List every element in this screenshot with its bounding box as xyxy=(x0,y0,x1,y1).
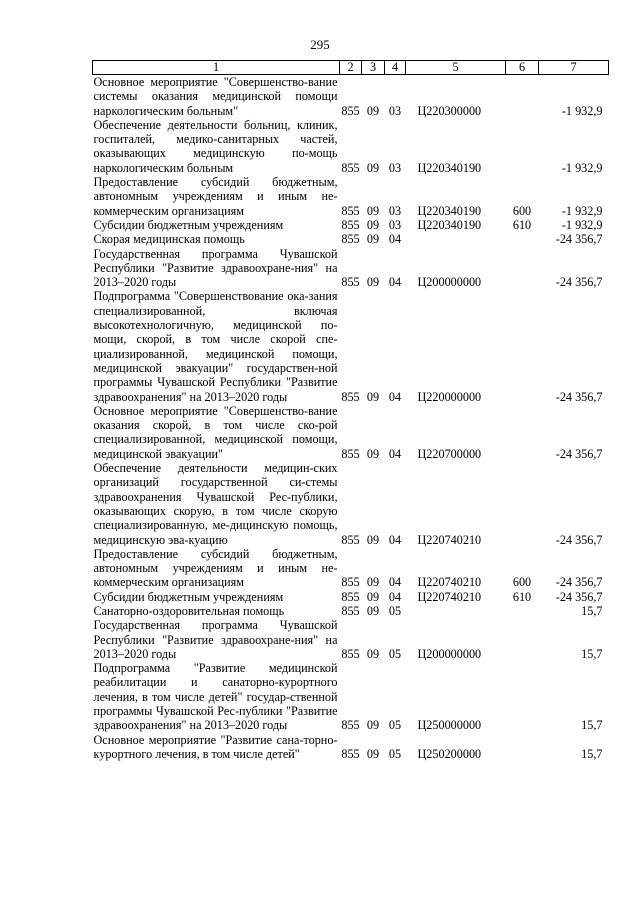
expense-type-cell: 600 xyxy=(512,575,532,590)
ministry-code-cell: 855 xyxy=(341,389,360,404)
subsection-cell: 04 xyxy=(388,232,402,247)
section-cell: 09 xyxy=(366,160,380,175)
table-row xyxy=(93,118,609,175)
target-article-cell: Ц250200000 xyxy=(417,746,482,761)
subsection-cell: 03 xyxy=(388,103,402,118)
ministry-code-cell: 855 xyxy=(341,746,360,761)
row-name-cell: Основное мероприятие "Совершенство-вание системы оказания медицинской помощи наркологическим больным" xyxy=(93,75,338,118)
subsection-cell: 03 xyxy=(388,217,402,232)
amount-cell: -1 932,9 xyxy=(561,103,603,118)
amount-cell: -24 356,7 xyxy=(555,389,603,404)
subsection-cell: 04 xyxy=(388,389,402,404)
section-cell: 09 xyxy=(366,275,380,290)
row-name-cell: Субсидии бюджетным учреждениям xyxy=(93,589,284,604)
amount-cell: 15,7 xyxy=(581,718,603,733)
expense-type-cell xyxy=(506,75,539,118)
expense-type-cell xyxy=(506,289,539,403)
section-cell: 09 xyxy=(366,575,380,590)
section-cell: 09 xyxy=(366,217,380,232)
table-row xyxy=(93,590,609,604)
budget-table xyxy=(92,60,609,761)
expense-type-cell xyxy=(506,604,539,618)
expense-type-cell xyxy=(506,618,539,661)
ministry-code-cell: 855 xyxy=(341,446,360,461)
ministry-code-cell: 855 xyxy=(341,718,360,733)
table-row xyxy=(93,289,609,403)
expense-type-cell: 610 xyxy=(512,589,532,604)
table-row xyxy=(93,175,609,218)
expense-type-cell: 610 xyxy=(512,217,532,232)
section-cell: 09 xyxy=(366,603,380,618)
section-cell: 09 xyxy=(366,646,380,661)
ministry-code-cell: 855 xyxy=(341,532,360,547)
subsection-cell: 04 xyxy=(388,275,402,290)
table-row xyxy=(93,404,609,461)
target-article-cell: Ц220300000 xyxy=(417,103,482,118)
row-name-cell: Обеспечение деятельности больниц, клиник, госпиталей, медико-санитарных частей, оказывающих медицинскую по-мощь наркологическим больным xyxy=(93,117,338,175)
amount-cell: 15,7 xyxy=(581,646,603,661)
row-name-cell: Скорая медицинская помощь xyxy=(93,232,245,247)
subsection-cell: 04 xyxy=(388,589,402,604)
subsection-cell: 04 xyxy=(388,532,402,547)
table-row xyxy=(93,547,609,590)
amount-cell: -24 356,7 xyxy=(555,575,603,590)
target-article-cell: Ц200000000 xyxy=(417,646,482,661)
ministry-code-cell: 855 xyxy=(341,646,360,661)
amount-cell: -24 356,7 xyxy=(555,532,603,547)
table-row xyxy=(93,218,609,232)
subsection-cell: 04 xyxy=(388,446,402,461)
expense-type-cell xyxy=(506,247,539,290)
ministry-code-cell: 855 xyxy=(341,203,360,218)
table-row xyxy=(93,733,609,762)
target-article-cell: Ц220000000 xyxy=(417,389,482,404)
target-article-cell: Ц220740210 xyxy=(417,589,482,604)
expense-type-cell: 600 xyxy=(512,203,532,218)
expense-type-cell xyxy=(506,404,539,461)
row-name-cell: Основное мероприятие "Совершенство-вание оказания скорой, в том числе ско-рой специализированной, медицинской помощи, медицинской эвакуации" xyxy=(93,403,338,461)
amount-cell: 15,7 xyxy=(581,746,603,761)
row-name-cell: Обеспечение деятельности медицин-ских организаций государственной си-стемы здравоохранения Чувашской Рес-публики, оказывающих скорую, в том числе скорую специализированную, ме-дицинскую помощь, медицинскую эва-куацию xyxy=(93,461,338,547)
header-col-4: 4 xyxy=(385,61,406,75)
subsection-cell: 04 xyxy=(388,575,402,590)
header-col-3: 3 xyxy=(362,61,385,75)
table-row xyxy=(93,604,609,618)
ministry-code-cell: 855 xyxy=(341,589,360,604)
amount-cell: -24 356,7 xyxy=(555,589,603,604)
target-article-cell: Ц250000000 xyxy=(417,718,482,733)
table-body xyxy=(93,75,609,762)
target-article-cell: Ц220340190 xyxy=(417,217,482,232)
target-article-cell xyxy=(406,604,506,618)
target-article-cell: Ц220740210 xyxy=(417,532,482,547)
expense-type-cell xyxy=(506,461,539,547)
header-col-5: 5 xyxy=(406,61,506,75)
subsection-cell: 05 xyxy=(388,718,402,733)
section-cell: 09 xyxy=(366,718,380,733)
table-row xyxy=(93,75,609,118)
ministry-code-cell: 855 xyxy=(341,275,360,290)
table-row xyxy=(93,661,609,732)
ministry-code-cell: 855 xyxy=(341,160,360,175)
target-article-cell xyxy=(406,232,506,246)
ministry-code-cell: 855 xyxy=(341,575,360,590)
amount-cell: -1 932,9 xyxy=(561,217,603,232)
target-article-cell: Ц220340190 xyxy=(417,203,482,218)
section-cell: 09 xyxy=(366,232,380,247)
row-name-cell: Подпрограмма "Совершенствование ока-зания специализированной, включая высокотехнологичную, медицинской по-мощи, скорой, в том числе скорой спе-циализированной, медицинской помощи, медицинской эвакуации" государствен-ной программы Чувашской Республики "Развитие здравоохранения" на 2013–2020 годы xyxy=(93,289,338,404)
expense-type-cell xyxy=(506,232,539,246)
header-col-2: 2 xyxy=(340,61,362,75)
row-name-cell: Основное мероприятие "Развитие сана-торно-курортного лечения, в том числе детей" xyxy=(93,732,338,761)
row-name-cell: Предоставление субсидий бюджетным, автономным учреждениям и иным не-коммерческим организациям xyxy=(93,175,338,218)
amount-cell: -24 356,7 xyxy=(555,275,603,290)
target-article-cell: Ц220700000 xyxy=(417,446,482,461)
target-article-cell: Ц220740210 xyxy=(417,575,482,590)
section-cell: 09 xyxy=(366,203,380,218)
table-row xyxy=(93,618,609,661)
subsection-cell: 03 xyxy=(388,203,402,218)
row-name-cell: Подпрограмма "Развитие медицинской реабилитации и санаторно-курортного лечения, в том числе детей" государ-ственной программы Чувашской Рес-публики "Развитие здравоохранения" на 2013–2020 годы xyxy=(93,661,338,733)
header-col-7: 7 xyxy=(539,61,609,75)
section-cell: 09 xyxy=(366,389,380,404)
section-cell: 09 xyxy=(366,103,380,118)
expense-type-cell xyxy=(506,733,539,762)
expense-type-cell xyxy=(506,118,539,175)
subsection-cell: 05 xyxy=(388,746,402,761)
ministry-code-cell: 855 xyxy=(341,603,360,618)
header-col-6: 6 xyxy=(506,61,539,75)
ministry-code-cell: 855 xyxy=(341,217,360,232)
row-name-cell: Субсидии бюджетным учреждениям xyxy=(93,217,284,232)
section-cell: 09 xyxy=(366,746,380,761)
header-row xyxy=(93,61,609,75)
ministry-code-cell: 855 xyxy=(341,232,360,247)
table-row xyxy=(93,461,609,547)
table-row xyxy=(93,247,609,290)
row-name-cell: Государственная программа Чувашской Республики "Развитие здравоохране-ния" на 2013–2020 годы xyxy=(93,618,338,661)
table-row xyxy=(93,232,609,246)
row-name-cell: Санаторно-оздоровительная помощь xyxy=(93,603,285,618)
subsection-cell: 05 xyxy=(388,603,402,618)
section-cell: 09 xyxy=(366,532,380,547)
amount-cell: -1 932,9 xyxy=(561,160,603,175)
subsection-cell: 05 xyxy=(388,646,402,661)
amount-cell: -1 932,9 xyxy=(561,203,603,218)
row-name-cell: Государственная программа Чувашской Республики "Развитие здравоохране-ния" на 2013–2020 годы xyxy=(93,246,338,290)
expense-type-cell xyxy=(506,661,539,732)
amount-cell: -24 356,7 xyxy=(555,232,603,247)
section-cell: 09 xyxy=(366,589,380,604)
page-number: 295 xyxy=(310,37,330,52)
subsection-cell: 03 xyxy=(388,160,402,175)
target-article-cell: Ц200000000 xyxy=(417,275,482,290)
section-cell: 09 xyxy=(366,446,380,461)
row-name-cell: Предоставление субсидий бюджетным, автономным учреждениям и иным не-коммерческим организациям xyxy=(93,546,338,590)
amount-cell: -24 356,7 xyxy=(555,446,603,461)
amount-cell: 15,7 xyxy=(581,603,603,618)
header-col-1: 1 xyxy=(93,61,340,75)
ministry-code-cell: 855 xyxy=(341,103,360,118)
target-article-cell: Ц220340190 xyxy=(417,160,482,175)
